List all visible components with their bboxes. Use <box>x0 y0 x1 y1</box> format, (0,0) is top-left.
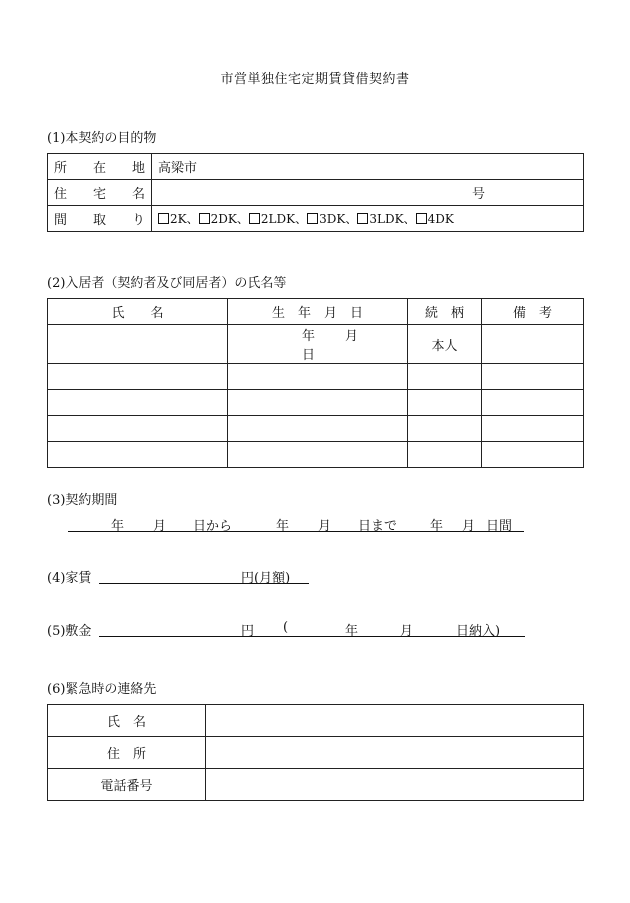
emergency-name-label: 氏 名 <box>48 705 206 737</box>
resident-row <box>48 325 584 364</box>
rent-suffix: 円(月額) <box>241 571 291 586</box>
floor-plan-options: 2K、 2DK、 2LDK、 3DK、 3LDK、 4DK <box>152 206 584 232</box>
deposit-month: 月 <box>400 624 414 639</box>
emergency-contact-table <box>47 704 584 801</box>
resident-remarks-cell[interactable] <box>482 364 584 390</box>
emergency-phone-label: 電話番号 <box>48 769 206 801</box>
section4-heading: (4)家賃 <box>47 571 92 586</box>
emergency-phone-row <box>48 769 584 801</box>
header-remarks: 備 考 <box>482 299 584 325</box>
period-end-year: 年 <box>276 519 290 534</box>
housing-name-row <box>48 180 584 206</box>
period-start-year: 年 <box>111 519 125 534</box>
resident-birthdate-cell[interactable] <box>228 442 408 468</box>
deposit-day-paid: 日納入) <box>456 624 501 639</box>
checkbox-2ldk[interactable] <box>249 213 260 224</box>
section6-heading: (6)緊急時の連絡先 <box>47 682 157 697</box>
emergency-address-value[interactable] <box>206 737 584 769</box>
resident-row <box>48 416 584 442</box>
resident-name-cell[interactable] <box>48 416 228 442</box>
address-label: 所 在 地 <box>48 154 152 180</box>
header-birthdate: 生 年 月 日 <box>228 299 408 325</box>
checkbox-4dk[interactable] <box>416 213 427 224</box>
resident-name-cell[interactable] <box>48 364 228 390</box>
housing-name-label: 住 宅 名 <box>48 180 152 206</box>
emergency-name-value[interactable] <box>206 705 584 737</box>
residents-header-row <box>48 299 584 325</box>
resident-birthdate-cell[interactable] <box>228 364 408 390</box>
resident-remarks-cell[interactable] <box>482 442 584 468</box>
floor-plan-label: 間 取 り <box>48 206 152 232</box>
unit-number-suffix: 号 <box>472 187 486 202</box>
address-row <box>48 154 584 180</box>
checkbox-2k[interactable] <box>158 213 169 224</box>
period-start-month: 月 <box>153 519 167 534</box>
floor-plan-row <box>48 206 584 232</box>
resident-name-cell[interactable] <box>48 325 228 364</box>
resident-remarks-cell[interactable] <box>482 325 584 364</box>
header-relation: 続 柄 <box>408 299 482 325</box>
resident-relation-cell[interactable]: 本人 <box>408 325 482 364</box>
resident-row <box>48 364 584 390</box>
resident-relation-cell[interactable] <box>408 390 482 416</box>
residents-table <box>47 298 584 468</box>
checkbox-3ldk[interactable] <box>357 213 368 224</box>
resident-relation-cell[interactable] <box>408 442 482 468</box>
address-value[interactable]: 高梁市 <box>152 154 584 180</box>
period-length-day: 日間 <box>486 519 513 534</box>
checkbox-2dk[interactable] <box>199 213 210 224</box>
housing-name-value[interactable] <box>152 180 584 206</box>
emergency-phone-value[interactable] <box>206 769 584 801</box>
emergency-address-row <box>48 737 584 769</box>
header-name: 氏 名 <box>48 299 228 325</box>
resident-birthdate-cell[interactable]: 年 月日 <box>228 325 408 364</box>
deposit-open-paren: ( <box>283 620 289 635</box>
emergency-name-row <box>48 705 584 737</box>
deposit-year: 年 <box>345 624 359 639</box>
deposit-underline[interactable] <box>99 636 525 637</box>
period-end-month: 月 <box>318 519 332 534</box>
resident-row <box>48 390 584 416</box>
property-table <box>47 153 584 232</box>
emergency-address-label: 住 所 <box>48 737 206 769</box>
period-length-month: 月 <box>462 519 476 534</box>
document-title: 市営単独住宅定期賃貸借契約書 <box>220 72 410 87</box>
section1-heading: (1)本契約の目的物 <box>47 131 157 146</box>
contract-period-underline[interactable] <box>68 531 524 532</box>
rent-underline[interactable] <box>99 583 309 584</box>
resident-row <box>48 442 584 468</box>
resident-remarks-cell[interactable] <box>482 390 584 416</box>
period-end-day: 日まで <box>358 519 398 534</box>
resident-name-cell[interactable] <box>48 390 228 416</box>
section5-heading: (5)敷金 <box>47 624 92 639</box>
checkbox-3dk[interactable] <box>307 213 318 224</box>
section2-heading: (2)入居者（契約者及び同居者）の氏名等 <box>47 276 287 291</box>
resident-birthdate-cell[interactable] <box>228 416 408 442</box>
resident-remarks-cell[interactable] <box>482 416 584 442</box>
resident-relation-cell[interactable] <box>408 364 482 390</box>
resident-birthdate-cell[interactable] <box>228 390 408 416</box>
resident-relation-cell[interactable] <box>408 416 482 442</box>
section3-heading: (3)契約期間 <box>47 493 118 508</box>
period-length-year: 年 <box>430 519 444 534</box>
resident-name-cell[interactable] <box>48 442 228 468</box>
deposit-yen: 円 <box>241 624 255 639</box>
period-start-day: 日から <box>193 519 233 534</box>
